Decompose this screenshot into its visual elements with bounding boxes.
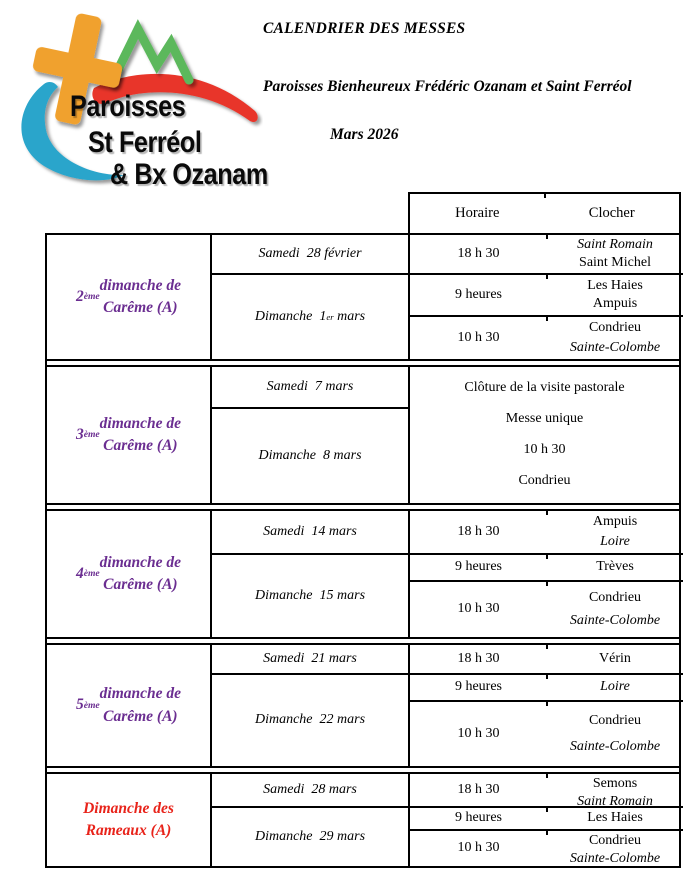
info-line: Messe unique [505,411,584,427]
horaire-cell: 9 heures [410,675,547,702]
clocher-cell [547,808,683,831]
info-line: 10 h 30 [523,442,566,458]
section-label: 3 ème dimanche de Carême (A) [47,367,212,503]
info-line: Condrieu [518,473,571,489]
horaire-cell: 9 heures [410,808,547,831]
date-cell: Samedi 7 mars [212,367,410,409]
section-careme-2 [47,235,679,359]
horaire-cell: 10 h 30 [457,329,500,345]
section-separator [47,503,679,511]
clocher-cell [547,645,683,675]
merged-info-cell [410,367,679,503]
clocher-line: Saint Romain [577,237,653,252]
section-rameaux [47,774,679,866]
section-careme-3 [47,367,679,503]
clocher-cell [547,275,683,317]
date-cell: Dimanche 8 mars [212,409,410,503]
clocher-cell [547,235,683,275]
clocher-line: Condrieu [588,712,642,728]
document-subtitle: Paroisses Bienheureux Frédéric Ozanam et Saint Ferréol [263,78,632,95]
table-header-row [408,192,681,233]
clocher-cell [547,317,683,359]
section-label: 4 ème dimanche de Carême (A) [47,511,212,637]
horaire-cell: 9 heures [410,275,547,317]
section-separator [47,766,679,774]
horaire-cell: 10 h 30 [457,840,500,856]
horaire-cell: 18 h 30 [410,774,547,808]
clocher-cell [547,702,683,766]
horaire-cell: 10 h 30 [457,601,500,617]
logo-text-line1: Paroisses [70,90,186,123]
date-cell: Dimanche 1 er mars [212,275,410,359]
clocher-line: Sainte-Colombe [569,739,661,755]
clocher-line: Saint Romain [577,794,653,810]
date-cell: Dimanche 29 mars [212,808,410,866]
horaire-cell: 9 heures [410,555,547,582]
date-cell: Dimanche 15 mars [212,555,410,637]
horaire-cell: 18 h 30 [410,235,547,275]
parish-logo [8,8,268,191]
logo-text-line3: & Bx Ozanam [110,158,268,191]
clocher-line: Les Haies [587,277,643,293]
date-cell: Samedi 28 février [212,235,410,275]
clocher-cell [547,831,683,866]
clocher-cell [547,582,683,637]
section-label: Dimanche des Rameaux (A) [47,774,212,866]
clocher-line: Sainte-Colombe [569,851,661,867]
horaire-cell: 18 h 30 [410,511,547,555]
logo-text-line2: St Ferréol [88,126,202,159]
document-title: CALENDRIER DES MESSES [263,20,466,37]
clocher-line: Loire [600,533,630,549]
clocher-line: Condrieu [588,589,642,605]
date-cell: Samedi 14 mars [212,511,410,555]
mass-calendar-table [45,233,681,868]
clocher-cell [547,511,683,555]
clocher-line: Ampuis [592,514,638,530]
section-separator [47,359,679,367]
horaire-cell: 10 h 30 [457,725,500,741]
clocher-line: Vérin [599,650,631,666]
clocher-line: Loire [600,679,630,695]
document-month: Mars 2026 [330,126,399,143]
section-label: 5 ème dimanche de Carême (A) [47,645,212,766]
clocher-line: Sainte-Colombe [569,613,661,629]
clocher-line: Les Haies [587,810,643,826]
clocher-line: Semons [592,776,638,791]
section-careme-5 [47,645,679,766]
clocher-line: Ampuis [592,296,638,312]
clocher-cell [547,675,683,702]
clocher-cell [547,774,683,808]
clocher-line: Condrieu [588,320,642,336]
section-careme-4 [47,511,679,637]
horaire-cell: 18 h 30 [410,645,547,675]
column-header-horaire: Horaire [455,205,500,221]
date-cell: Samedi 28 mars [212,774,410,808]
info-line: Clôture de la visite pastorale [464,380,625,396]
date-cell: Dimanche 22 mars [212,675,410,766]
column-header-clocher: Clocher [545,194,680,233]
date-cell: Samedi 21 mars [212,645,410,675]
clocher-line: Condrieu [588,833,642,848]
section-label: 2 ème dimanche de Carême (A) [47,235,212,359]
clocher-line: Saint Michel [579,255,651,271]
clocher-cell [547,555,683,582]
clocher-line: Sainte-Colombe [569,339,661,355]
clocher-line: Trèves [596,559,634,575]
section-separator [47,637,679,645]
